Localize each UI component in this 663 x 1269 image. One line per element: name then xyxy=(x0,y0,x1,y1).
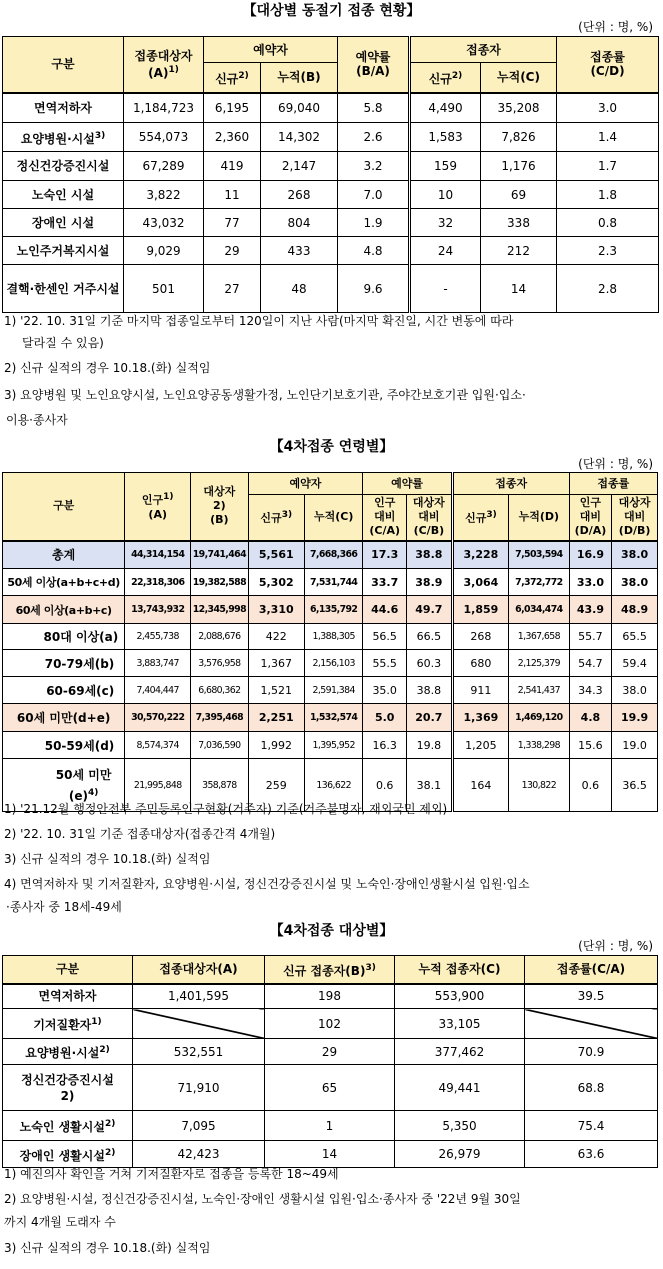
cell-pop: 22,318,306 xyxy=(125,569,191,596)
t2-header-da: 인구 대비 (D/A) xyxy=(569,495,612,541)
cell-target: 554,073 xyxy=(124,123,204,152)
cell-new: 198 xyxy=(265,984,395,1009)
cell-target: 7,395,468 xyxy=(191,704,248,732)
t2-header-gubun: 구분 xyxy=(3,473,125,541)
cell-cum-d: 1,338,298 xyxy=(509,732,570,759)
table-row xyxy=(3,1111,658,1141)
cell-vacc-rate: 2.8 xyxy=(557,265,659,313)
table-row xyxy=(3,984,658,1009)
cell-new-vacc: 3,064 xyxy=(452,569,508,596)
t2-header-new-reserve: 신규$^{3)}$ xyxy=(248,495,304,541)
table2 xyxy=(2,472,658,812)
t3-header-target: 접종대상자(A) xyxy=(133,956,265,984)
cell-reserve-rate: 9.6 xyxy=(338,265,410,313)
footnote: 이용·종사자 xyxy=(6,413,68,427)
cell-new-reserve: 259 xyxy=(248,759,304,812)
t2-header-cum-c: 누적(C) xyxy=(304,495,362,541)
table-row xyxy=(3,152,659,181)
cell-ca: 35.0 xyxy=(363,677,407,704)
cell-new-reserve: 1,367 xyxy=(248,650,304,677)
table-row xyxy=(3,569,658,596)
t1-header-cum-b: 누적(B) xyxy=(261,63,338,93)
footnote: 3) 신규 실적의 경우 10.18.(화) 실적임 xyxy=(4,1241,211,1255)
cell-cb: 38.1 xyxy=(406,759,452,812)
cell-db: 38.0 xyxy=(612,677,658,704)
t2-header-db: 대상자 대비 (D/B) xyxy=(612,495,658,541)
cell-new-vacc: 680 xyxy=(452,650,508,677)
cell-new-reserve: 2,251 xyxy=(248,704,304,732)
cell-rate: 68.8 xyxy=(525,1065,658,1111)
cell-db: 36.5 xyxy=(612,759,658,812)
cell-new: 1 xyxy=(265,1111,395,1141)
t2-header-cum-d: 누적(D) xyxy=(509,495,570,541)
cell-pop: 13,743,932 xyxy=(125,596,191,624)
cell-cum-b: 48 xyxy=(261,265,338,313)
cell-cum-c: 136,622 xyxy=(304,759,362,812)
cell-cum: 5,350 xyxy=(395,1111,525,1141)
cell-target: 7,036,590 xyxy=(191,732,248,759)
cell-target: 532,551 xyxy=(133,1039,265,1065)
table-row xyxy=(3,650,658,677)
table-row xyxy=(3,596,658,624)
cell-cum-c: 6,135,792 xyxy=(304,596,362,624)
cell-pop: 21,995,848 xyxy=(125,759,191,812)
cell-da: 0.6 xyxy=(569,759,612,812)
footnote: 3) 요양병원 및 노인요양시설, 노인요양공동생활가정, 노인단기보호기관, 주야간보호기관 입원·입소· xyxy=(4,388,526,402)
cell-vacc-rate: 1.4 xyxy=(557,123,659,152)
footnote: 달라질 수 있음) xyxy=(22,336,104,350)
cell-cum: 377,462 xyxy=(395,1039,525,1065)
cell-cb: 19.8 xyxy=(406,732,452,759)
cell-new-reserve: 11 xyxy=(204,181,261,209)
t2-header-target: 대상자 2) (B) xyxy=(191,473,248,541)
cell-new-vacc: - xyxy=(410,265,481,313)
cell-target: 42,423 xyxy=(133,1141,265,1168)
cell-db: 48.9 xyxy=(612,596,658,624)
cell-rate: 39.5 xyxy=(525,984,658,1009)
cell-target: 1,401,595 xyxy=(133,984,265,1009)
cell-cum-b: 2,147 xyxy=(261,152,338,181)
table-row xyxy=(3,93,659,123)
t1-header-new-reserve: 신규$^{2)}$ xyxy=(204,63,261,93)
table-row xyxy=(3,1065,658,1111)
cell-new-reserve: 27 xyxy=(204,265,261,313)
cell-new-vacc: 1,583 xyxy=(410,123,481,152)
row-label: 70-79세(b) xyxy=(3,650,125,677)
table-row xyxy=(3,265,659,313)
cell-reserve-rate: 3.2 xyxy=(338,152,410,181)
footnote: 1) '22. 10. 31일 기준 마지막 접종일로부터 120일이 지난 사람(마지막 확진일, 시간 변동에 따라 xyxy=(4,314,514,328)
t1-header-reserve: 예약자 xyxy=(204,37,338,63)
cell-db: 19.0 xyxy=(612,732,658,759)
t2-header-reserve: 예약자 xyxy=(248,473,363,495)
cell-pop: 2,455,738 xyxy=(125,624,191,650)
cell-new-reserve: 5,561 xyxy=(248,541,304,569)
cell-cum-c: 212 xyxy=(481,237,557,265)
cell-new-vacc: 164 xyxy=(452,759,508,812)
cell-cum-d: 7,372,772 xyxy=(509,569,570,596)
cell-target-empty xyxy=(133,1009,265,1039)
table2-unit: (단위 : 명, %) xyxy=(578,457,653,471)
row-label: 노숙인 생활시설$^{2)}$ xyxy=(3,1111,133,1141)
cell-new-vacc: 159 xyxy=(410,152,481,181)
t1-header-gubun: 구분 xyxy=(3,37,124,93)
cell-target: 43,032 xyxy=(124,209,204,237)
cell-reserve-rate: 5.8 xyxy=(338,93,410,123)
cell-cum-c: 338 xyxy=(481,209,557,237)
table-row xyxy=(3,732,658,759)
cell-cum-d: 7,503,594 xyxy=(509,541,570,569)
t1-header-target: 접종대상자 $(A)^{1)}$ xyxy=(124,37,204,93)
cell-vacc-rate: 1.8 xyxy=(557,181,659,209)
cell-cb: 38.8 xyxy=(406,541,452,569)
cell-new-vacc: 32 xyxy=(410,209,481,237)
cell-cum-d: 6,034,474 xyxy=(509,596,570,624)
cell-reserve-rate: 2.6 xyxy=(338,123,410,152)
cell-cum-d: 1,367,658 xyxy=(509,624,570,650)
cell-cum-c: 7,531,744 xyxy=(304,569,362,596)
cell-target: 67,289 xyxy=(124,152,204,181)
row-label: 50-59세(d) xyxy=(3,732,125,759)
table3 xyxy=(2,955,658,1168)
cell-cum: 553,900 xyxy=(395,984,525,1009)
cell-new: 14 xyxy=(265,1141,395,1168)
cell-new-vacc: 4,490 xyxy=(410,93,481,123)
table-row xyxy=(3,677,658,704)
cell-target: 7,095 xyxy=(133,1111,265,1141)
cell-rate: 70.9 xyxy=(525,1039,658,1065)
table-row xyxy=(3,237,659,265)
t2-header-pop: 인구$^{1)}$ (A) xyxy=(125,473,191,541)
cell-new-reserve: 29 xyxy=(204,237,261,265)
cell-da: 54.7 xyxy=(569,650,612,677)
row-label: 60-69세(c) xyxy=(3,677,125,704)
cell-cum-c: 1,388,305 xyxy=(304,624,362,650)
table-row xyxy=(3,181,659,209)
row-label: 60세 이상(a+b+c) xyxy=(3,596,125,624)
t2-header-vaccinated: 접종자 xyxy=(452,473,569,495)
cell-target: 19,741,464 xyxy=(191,541,248,569)
row-label: 기저질환자$^{1)}$ xyxy=(3,1009,133,1039)
row-label: 노숙인 시설 xyxy=(3,181,124,209)
cell-cum: 26,979 xyxy=(395,1141,525,1168)
cell-da: 55.7 xyxy=(569,624,612,650)
cell-target: 3,576,958 xyxy=(191,650,248,677)
cell-new: 29 xyxy=(265,1039,395,1065)
cell-new-reserve: 77 xyxy=(204,209,261,237)
row-label: 총계 xyxy=(3,541,125,569)
cell-new-vacc: 10 xyxy=(410,181,481,209)
cell-cum-d: 130,822 xyxy=(509,759,570,812)
cell-da: 15.6 xyxy=(569,732,612,759)
cell-reserve-rate: 7.0 xyxy=(338,181,410,209)
cell-cum-c: 35,208 xyxy=(481,93,557,123)
cell-rate: 63.6 xyxy=(525,1141,658,1168)
cell-new-reserve: 422 xyxy=(248,624,304,650)
footnote: 1) 예진의사 확인을 거쳐 기저질환자로 접종을 등록한 18~49세 xyxy=(4,1167,339,1181)
cell-rate-empty xyxy=(525,1009,658,1039)
cell-target: 9,029 xyxy=(124,237,204,265)
cell-ca: 5.0 xyxy=(363,704,407,732)
t3-header-gubun: 구분 xyxy=(3,956,133,984)
t3-header-cum: 누적 접종자(C) xyxy=(395,956,525,984)
cell-new-vacc: 1,859 xyxy=(452,596,508,624)
cell-ca: 56.5 xyxy=(363,624,407,650)
row-label: 정신건강증진시설 xyxy=(3,152,124,181)
cell-cum-b: 14,302 xyxy=(261,123,338,152)
cell-cum-b: 804 xyxy=(261,209,338,237)
cell-cum-c: 1,176 xyxy=(481,152,557,181)
cell-db: 65.5 xyxy=(612,624,658,650)
t2-header-cb: 대상자 대비 (C/B) xyxy=(406,495,452,541)
cell-cb: 20.7 xyxy=(406,704,452,732)
cell-cum-d: 1,469,120 xyxy=(509,704,570,732)
table-row xyxy=(3,123,659,152)
t1-header-vacc-rate: 접종률 (C/D) xyxy=(557,37,659,93)
row-label: 결핵·한센인 거주시설 xyxy=(3,265,124,313)
cell-ca: 16.3 xyxy=(363,732,407,759)
cell-new: 65 xyxy=(265,1065,395,1111)
cell-reserve-rate: 4.8 xyxy=(338,237,410,265)
cell-target: 71,910 xyxy=(133,1065,265,1111)
cell-db: 19.9 xyxy=(612,704,658,732)
row-label: 장애인 시설 xyxy=(3,209,124,237)
cell-new-vacc: 3,228 xyxy=(452,541,508,569)
cell-new-reserve: 6,195 xyxy=(204,93,261,123)
cell-cb: 38.9 xyxy=(406,569,452,596)
table1-title: 【대상별 동절기 접종 현황】 xyxy=(242,3,421,19)
footnote: 1) '21.12월 행정안전부 주민등록인구현황(거주자) 기준(거주불명자, 재외국민 제외) xyxy=(4,802,448,816)
footnote: 3) 신규 실적의 경우 10.18.(화) 실적임 xyxy=(4,852,211,866)
cell-vacc-rate: 2.3 xyxy=(557,237,659,265)
cell-target: 12,345,998 xyxy=(191,596,248,624)
cell-cum-b: 268 xyxy=(261,181,338,209)
cell-target: 358,878 xyxy=(191,759,248,812)
cell-cum: 33,105 xyxy=(395,1009,525,1039)
footnote: 2) 신규 실적의 경우 10.18.(화) 실적임 xyxy=(4,361,211,375)
cell-new-reserve: 5,302 xyxy=(248,569,304,596)
row-label: 정신건강증진시설 2) xyxy=(3,1065,133,1111)
footnote: ·종사자 중 18세-49세 xyxy=(6,900,122,914)
cell-cum-d: 2,125,379 xyxy=(509,650,570,677)
table-row xyxy=(3,1009,658,1039)
cell-new-vacc: 1,369 xyxy=(452,704,508,732)
row-label: 요양병원·시설$^{3)}$ xyxy=(3,123,124,152)
cell-new-reserve: 3,310 xyxy=(248,596,304,624)
cell-ca: 33.7 xyxy=(363,569,407,596)
cell-vacc-rate: 0.8 xyxy=(557,209,659,237)
cell-cum-c: 2,591,384 xyxy=(304,677,362,704)
cell-rate: 75.4 xyxy=(525,1111,658,1141)
t1-header-reserve-rate: 예약률 (B/A) xyxy=(338,37,410,93)
cell-cum-c: 7,826 xyxy=(481,123,557,152)
cell-target: 19,382,588 xyxy=(191,569,248,596)
table-row xyxy=(3,624,658,650)
cell-cum-c: 14 xyxy=(481,265,557,313)
cell-cum-b: 69,040 xyxy=(261,93,338,123)
row-label: 60세 미만(d+e) xyxy=(3,704,125,732)
t2-header-ca: 인구 대비 (C/A) xyxy=(363,495,407,541)
cell-new-vacc: 911 xyxy=(452,677,508,704)
cell-cum-c: 69 xyxy=(481,181,557,209)
footnote: 4) 면역저하자 및 기저질환자, 요양병원·시설, 정신건강증진시설 및 노숙인·장애인생활시설 입원·입소 xyxy=(4,877,530,891)
cell-ca: 55.5 xyxy=(363,650,407,677)
cell-pop: 7,404,447 xyxy=(125,677,191,704)
cell-new-reserve: 1,521 xyxy=(248,677,304,704)
table-row xyxy=(3,541,658,569)
cell-cum-c: 1,532,574 xyxy=(304,704,362,732)
t2-header-vacc-rate: 접종률 xyxy=(569,473,657,495)
cell-pop: 8,574,374 xyxy=(125,732,191,759)
t2-header-reserve-rate: 예약률 xyxy=(363,473,452,495)
cell-vacc-rate: 1.7 xyxy=(557,152,659,181)
cell-db: 38.0 xyxy=(612,569,658,596)
table3-unit: (단위 : 명, %) xyxy=(578,939,653,953)
footnote: 2) '22. 10. 31일 기준 접종대상자(접종간격 4개월) xyxy=(4,827,276,841)
row-label: 면역저하자 xyxy=(3,93,124,123)
cell-new-reserve: 2,360 xyxy=(204,123,261,152)
cell-new-vacc: 24 xyxy=(410,237,481,265)
row-label: 80대 이상(a) xyxy=(3,624,125,650)
cell-new-vacc: 268 xyxy=(452,624,508,650)
t1-header-new-vacc: 신규$^{2)}$ xyxy=(410,63,481,93)
cell-new-reserve: 419 xyxy=(204,152,261,181)
cell-cum-d: 2,541,437 xyxy=(509,677,570,704)
cell-new: 102 xyxy=(265,1009,395,1039)
t2-header-new-vacc: 신규$^{3)}$ xyxy=(452,495,508,541)
cell-cum-c: 1,395,952 xyxy=(304,732,362,759)
cell-new-vacc: 1,205 xyxy=(452,732,508,759)
row-label: 면역저하자 xyxy=(3,984,133,1009)
cell-da: 16.9 xyxy=(569,541,612,569)
table-row xyxy=(3,209,659,237)
table-row xyxy=(3,704,658,732)
cell-cum-c: 2,156,103 xyxy=(304,650,362,677)
cell-cb: 66.5 xyxy=(406,624,452,650)
cell-cb: 60.3 xyxy=(406,650,452,677)
cell-da: 34.3 xyxy=(569,677,612,704)
cell-ca: 0.6 xyxy=(363,759,407,812)
table3-title: 【4차접종 대상별】 xyxy=(269,923,394,939)
row-label: 요양병원·시설$^{2)}$ xyxy=(3,1039,133,1065)
footnote: 2) 요양병원·시설, 정신건강증진시설, 노숙인·장애인 생활시설 입원·입소·종사자 중 '22년 9월 30일 xyxy=(4,1192,521,1206)
cell-da: 4.8 xyxy=(569,704,612,732)
cell-target: 6,680,362 xyxy=(191,677,248,704)
cell-cb: 49.7 xyxy=(406,596,452,624)
cell-pop: 30,570,222 xyxy=(125,704,191,732)
table2-title: 【4차접종 연령별】 xyxy=(269,439,394,455)
cell-da: 33.0 xyxy=(569,569,612,596)
cell-db: 59.4 xyxy=(612,650,658,677)
footnote: 까지 4개월 도래자 수 xyxy=(4,1215,116,1229)
row-label: 장애인 생활시설$^{2)}$ xyxy=(3,1141,133,1168)
cell-ca: 44.6 xyxy=(363,596,407,624)
cell-cum-c: 7,668,366 xyxy=(304,541,362,569)
cell-ca: 17.3 xyxy=(363,541,407,569)
cell-vacc-rate: 3.0 xyxy=(557,93,659,123)
t1-header-vaccinated: 접종자 xyxy=(410,37,557,63)
cell-cum-b: 433 xyxy=(261,237,338,265)
cell-new-reserve: 1,992 xyxy=(248,732,304,759)
cell-target: 3,822 xyxy=(124,181,204,209)
cell-cum: 49,441 xyxy=(395,1065,525,1111)
table1 xyxy=(2,36,659,313)
row-label: 노인주거복지시설 xyxy=(3,237,124,265)
cell-da: 43.9 xyxy=(569,596,612,624)
t3-header-new: 신규 접종자$(B)^{3)}$ xyxy=(265,956,395,984)
row-label: 50세 미만 $(e)^{4)}$ xyxy=(3,759,125,812)
cell-pop: 3,883,747 xyxy=(125,650,191,677)
cell-cb: 38.8 xyxy=(406,677,452,704)
t1-header-cum-c: 누적(C) xyxy=(481,63,557,93)
cell-target: 1,184,723 xyxy=(124,93,204,123)
cell-db: 38.0 xyxy=(612,541,658,569)
cell-target: 2,088,676 xyxy=(191,624,248,650)
cell-reserve-rate: 1.9 xyxy=(338,209,410,237)
t3-header-rate: 접종률(C/A) xyxy=(525,956,658,984)
table-row xyxy=(3,1039,658,1065)
cell-pop: 44,314,154 xyxy=(125,541,191,569)
row-label: 50세 이상(a+b+c+d) xyxy=(3,569,125,596)
cell-target: 501 xyxy=(124,265,204,313)
table1-unit: (단위 : 명, %) xyxy=(578,20,653,34)
